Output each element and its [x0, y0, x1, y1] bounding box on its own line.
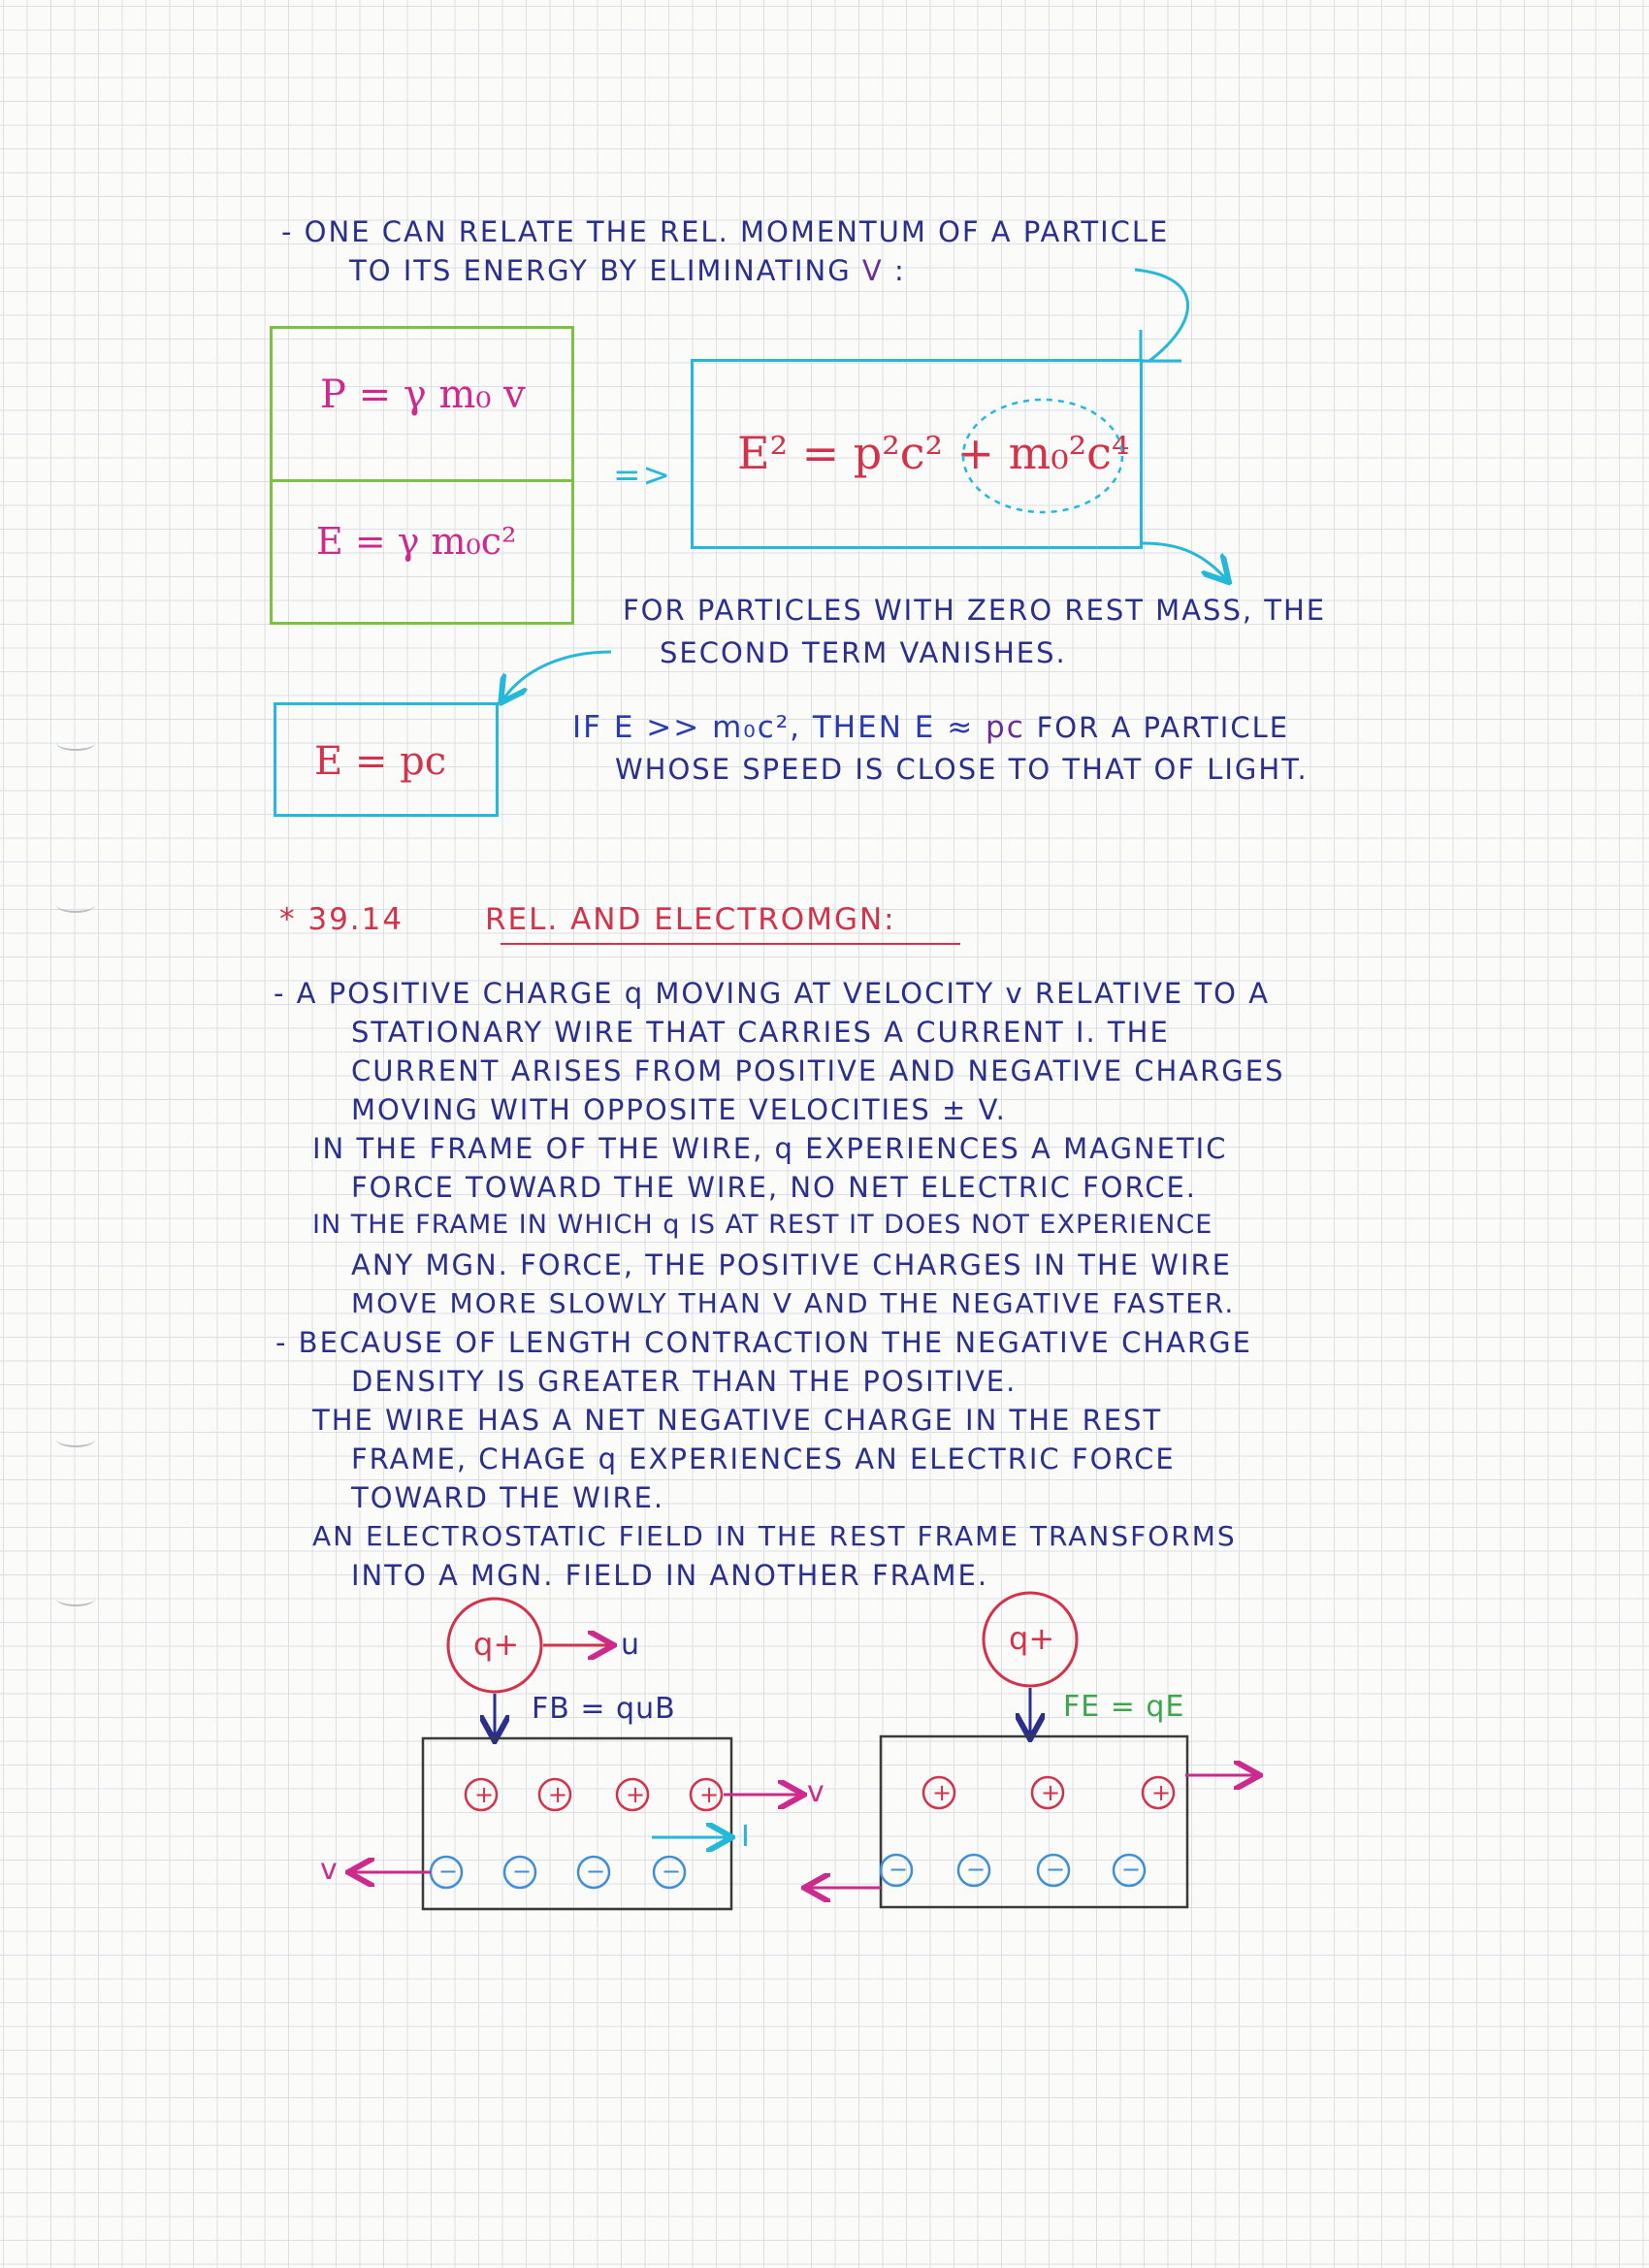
v-label-positive: v — [807, 1775, 826, 1809]
curved-arrow-to-note — [1143, 543, 1227, 580]
dashed-circle-rest-term — [963, 400, 1122, 512]
paragraph-line: FRAME, CHAGE q EXPERIENCES AN ELECTRIC FORCE — [351, 1442, 1176, 1475]
paragraph-line: CURRENT ARISES FROM POSITIVE AND NEGATIVE CHARGES — [351, 1054, 1285, 1087]
massless-equation: E = pc — [314, 739, 447, 784]
charge-label-left: q+ — [473, 1626, 520, 1663]
minus-sign: − — [1046, 1856, 1066, 1883]
negative-charges-left — [431, 1857, 685, 1888]
paragraph-line: INTO A MGN. FIELD IN ANOTHER FRAME. — [351, 1559, 989, 1592]
plus-sign: + — [1041, 1779, 1061, 1806]
section-star-number: * 39.14 — [279, 902, 404, 937]
curved-arrow-to-relation — [1135, 270, 1188, 361]
intro-line-2-text: TO ITS ENERGY BY ELIMINATING — [349, 254, 852, 287]
minus-sign: − — [512, 1858, 533, 1885]
fb-label: FB = quB — [532, 1692, 676, 1726]
v-label-negative: v — [320, 1853, 340, 1887]
implies-arrow: => — [613, 456, 672, 495]
paragraph-line: MOVE MORE SLOWLY THAN V AND THE NEGATIVE FASTER. — [351, 1287, 1236, 1319]
paragraph-line: DENSITY IS GREATER THAN THE POSITIVE. — [351, 1365, 1018, 1398]
paragraph-line: FORCE TOWARD THE WIRE, NO NET ELECTRIC FORCE. — [351, 1171, 1197, 1204]
energy-equation: E = γ m₀c² — [316, 520, 517, 563]
fe-label: FE = qE — [1063, 1690, 1185, 1724]
section-heading: REL. AND ELECTROMGN: — [485, 902, 896, 937]
high-energy-tail: FOR A PARTICLE — [1036, 711, 1290, 744]
u-label: u — [621, 1628, 642, 1662]
plus-sign: + — [626, 1781, 646, 1808]
intro-colon: : — [893, 254, 906, 287]
plus-sign: + — [699, 1781, 720, 1808]
plus-sign: + — [474, 1781, 495, 1808]
paragraph-line: AN ELECTROSTATIC FIELD IN THE REST FRAME TRANSFORMS — [312, 1520, 1237, 1552]
zero-mass-note-1: FOR PARTICLES WITH ZERO REST MASS, THE — [623, 594, 1327, 627]
paragraph-line: IN THE FRAME IN WHICH q IS AT REST IT DOES NOT EXPERIENCE — [312, 1210, 1213, 1240]
paragraph-line: MOVING WITH OPPOSITE VELOCITIES ± V. — [351, 1093, 1007, 1126]
energy-momentum-relation: E² = p²c² + m₀²c⁴ — [737, 427, 1130, 479]
paragraph-line: THE WIRE HAS A NET NEGATIVE CHARGE IN THE REST — [312, 1404, 1163, 1437]
paragraph-line: STATIONARY WIRE THAT CARRIES A CURRENT I. THE — [351, 1016, 1170, 1049]
momentum-equation: P = γ m₀ v — [320, 373, 526, 417]
high-energy-note-2: WHOSE SPEED IS CLOSE TO THAT OF LIGHT. — [615, 753, 1309, 786]
plus-sign: + — [932, 1779, 953, 1806]
minus-sign: − — [966, 1856, 986, 1883]
paragraph-line: IN THE FRAME OF THE WIRE, q EXPERIENCES A MAGNETIC — [312, 1132, 1228, 1165]
curved-arrow-to-massless — [502, 652, 611, 700]
intro-v: V — [861, 254, 884, 287]
paragraph-line: TOWARD THE WIRE. — [351, 1481, 665, 1514]
plus-sign: + — [548, 1781, 568, 1808]
minus-sign: − — [889, 1856, 909, 1883]
paragraph-line: - BECAUSE OF LENGTH CONTRACTION THE NEGATIVE CHARGE — [275, 1326, 1252, 1359]
minus-sign: − — [1121, 1856, 1142, 1883]
negative-charges-right — [881, 1855, 1145, 1886]
paragraph-line: ANY MGN. FORCE, THE POSITIVE CHARGES IN THE WIRE — [351, 1248, 1232, 1281]
minus-sign: − — [586, 1858, 606, 1885]
intro-line-1: - ONE CAN RELATE THE REL. MOMENTUM OF A PARTICLE — [281, 215, 1170, 248]
wire-left — [423, 1738, 731, 1909]
zero-mass-note-2: SECOND TERM VANISHES. — [660, 636, 1067, 669]
minus-sign: − — [438, 1858, 459, 1885]
high-energy-pc: pc — [986, 710, 1025, 745]
charge-label-right: q+ — [1009, 1620, 1055, 1657]
plus-sign: + — [1151, 1779, 1172, 1806]
positive-charges-left — [466, 1779, 722, 1810]
current-label: I — [741, 1820, 752, 1854]
high-energy-condition: IF E >> m₀c², THEN E ≈ — [572, 710, 975, 745]
paragraph-line: - A POSITIVE CHARGE q MOVING AT VELOCITY v RELATIVE TO A — [274, 977, 1271, 1010]
minus-sign: − — [662, 1858, 682, 1885]
